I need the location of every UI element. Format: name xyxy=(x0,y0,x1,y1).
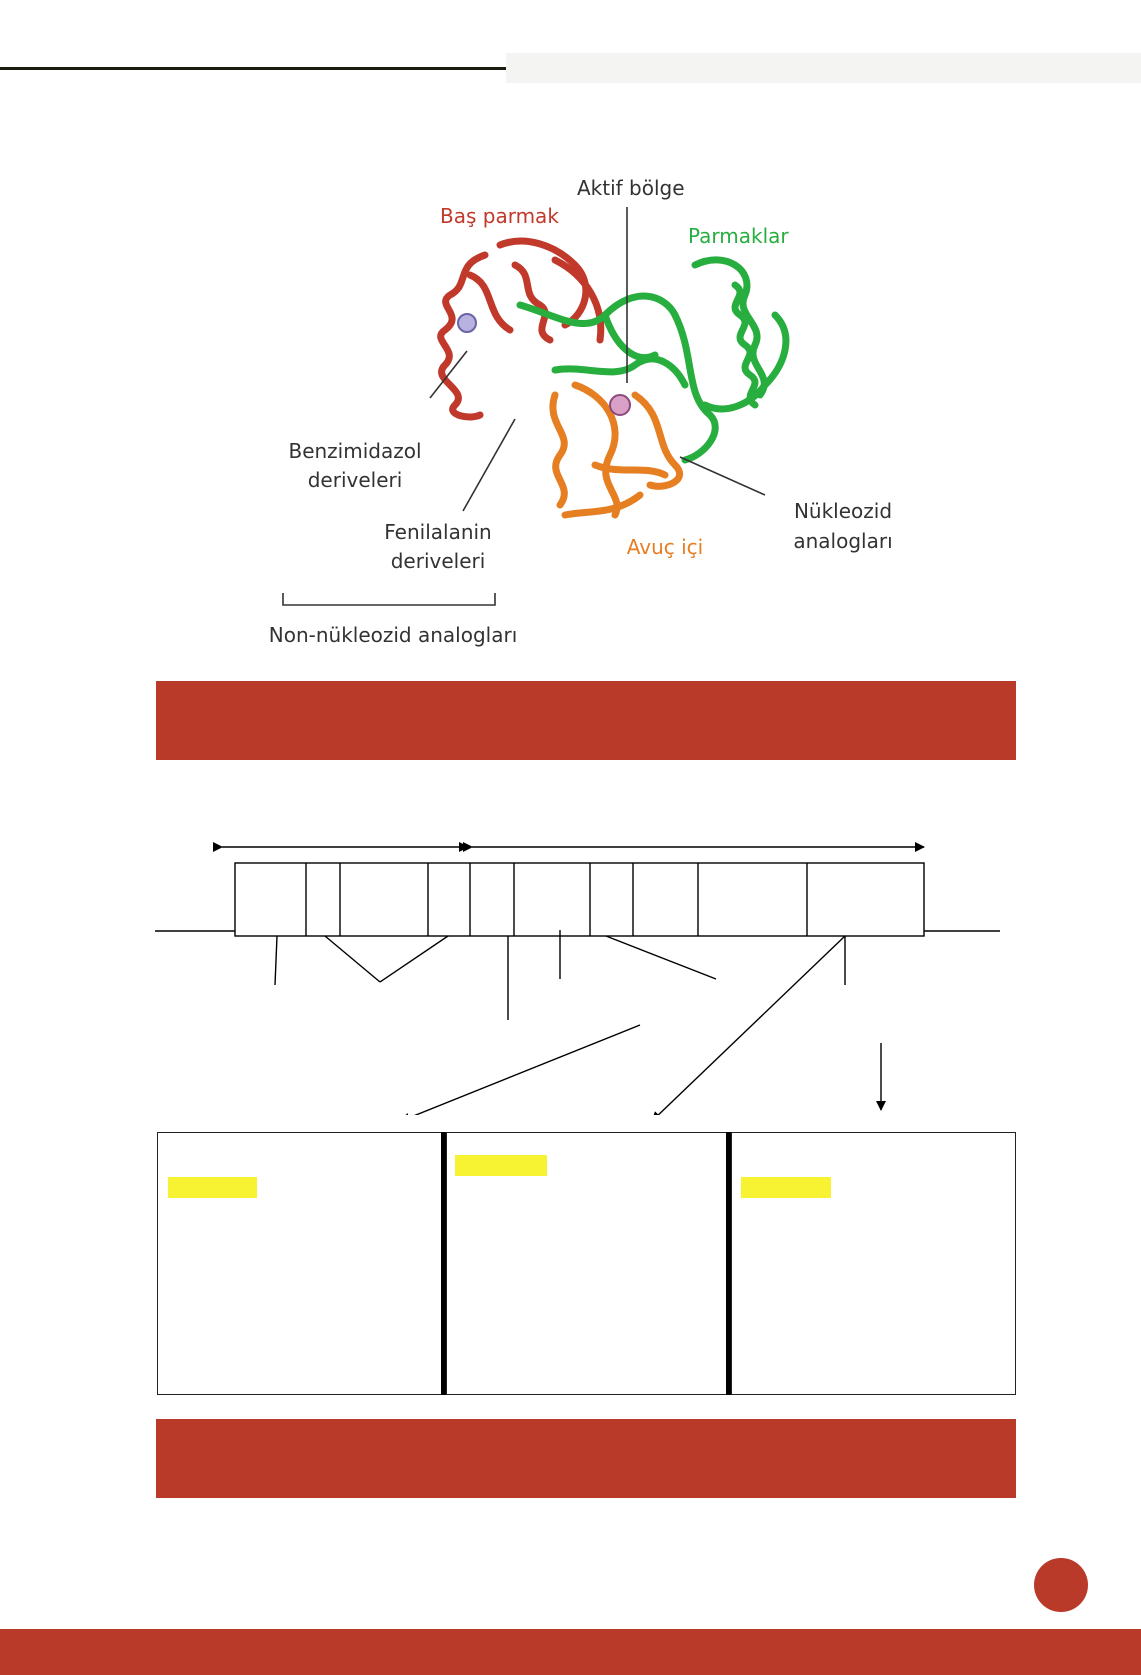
header-rule xyxy=(0,67,506,70)
label-benzimidazole-line1: Benzimidazol xyxy=(288,439,422,463)
label-phenylalanine-line1: Fenilalanin xyxy=(384,520,492,544)
label-active-site: Aktif bölge xyxy=(577,176,685,200)
polymerase-structure-figure xyxy=(255,165,915,655)
label-palm: Avuç içi xyxy=(626,535,704,559)
content-box-middle xyxy=(446,1132,727,1395)
highlight-marker xyxy=(168,1177,257,1198)
label-nucleoside-line1: Nükleozid xyxy=(793,499,893,523)
benzimidazole-ligand-icon xyxy=(458,314,476,332)
header-band xyxy=(506,53,1141,83)
label-benzimidazole-line2: deriveleri xyxy=(307,468,403,492)
nucleoside-ligand-icon xyxy=(610,395,630,415)
label-non-nucleoside: Non-nükleozid analogları xyxy=(268,623,518,647)
section-banner-1 xyxy=(156,681,1016,760)
label-nucleoside-line2: analogları xyxy=(793,529,893,553)
label-thumb: Baş parmak xyxy=(440,204,559,228)
label-fingers: Parmaklar xyxy=(688,224,789,248)
content-box-left xyxy=(157,1132,442,1395)
footer-bar xyxy=(0,1629,1141,1675)
section-banner-2 xyxy=(156,1419,1016,1498)
label-phenylalanine-line2: deriveleri xyxy=(390,549,486,573)
page-number-badge xyxy=(1034,1558,1088,1612)
highlight-marker xyxy=(741,1177,831,1198)
genome-map-diagram xyxy=(150,825,1010,1115)
highlight-marker xyxy=(455,1155,547,1176)
content-box-right xyxy=(731,1132,1016,1395)
